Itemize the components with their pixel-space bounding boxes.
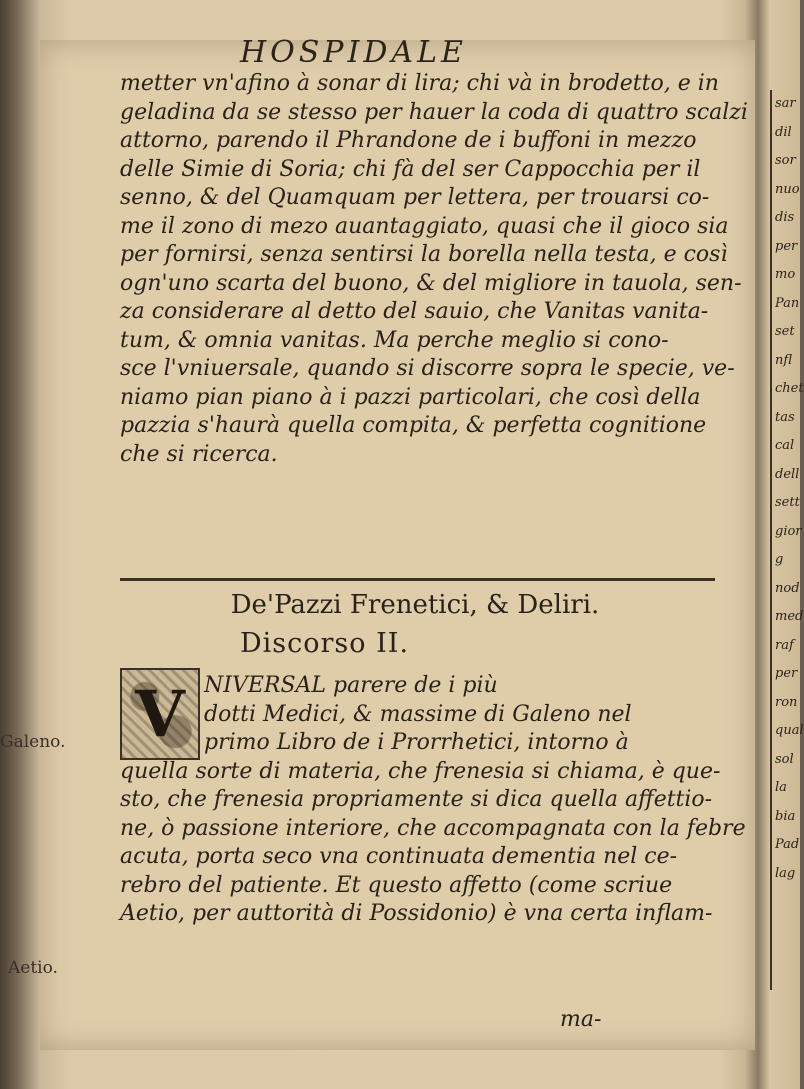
body-line: metter vn'afino à sonar di lira; chi và in brodetto, e in xyxy=(120,71,719,96)
edge-fragment: g xyxy=(775,552,784,567)
body-line: attorno, parendo il Phrandone de i buffoni in mezzo xyxy=(120,128,697,153)
body-line: ogn'uno scarta del buono, & del migliore in tauola, sen- xyxy=(120,270,742,296)
body-line: per fornirsi, senza sentirsi la borella nella testa, e così xyxy=(120,242,728,267)
edge-fragment: sor xyxy=(775,153,796,168)
edge-fragment: dis xyxy=(775,210,795,225)
chapter-line: rebro del patiente. Et questo affetto (come scriue xyxy=(120,872,673,898)
edge-fragment: per xyxy=(775,238,798,254)
edge-fragment: chet xyxy=(775,381,804,396)
edge-fragment: nfl xyxy=(775,352,793,368)
edge-fragment: qual xyxy=(775,723,804,738)
edge-fragment: cal xyxy=(775,438,795,453)
edge-fragment: dil xyxy=(775,124,792,140)
body-line: niamo pian piano à i pazzi particolari, che così della xyxy=(120,384,701,410)
discorso-heading: Discorso II. xyxy=(240,628,410,659)
body-text xyxy=(120,70,748,469)
section-rule xyxy=(120,578,715,581)
body-line: tum, & omnia vanitas. Ma perche meglio si cono- xyxy=(120,327,669,353)
edge-fragment: tas xyxy=(775,409,795,425)
edge-fragment: sar xyxy=(775,96,796,111)
body-line: che si ricerca. xyxy=(120,441,278,467)
section-title: De'Pazzi Frenetici, & Deliri. xyxy=(230,590,600,620)
edge-fragment: raf xyxy=(775,637,794,653)
edge-fragment: ron xyxy=(775,694,798,710)
edge-fragment: gior xyxy=(775,523,802,539)
body-line: senno, & del Quamquam per lettera, per trouarsi co- xyxy=(120,185,710,210)
edge-fragment: Pad xyxy=(775,837,800,852)
edge-fragment: la xyxy=(775,780,787,795)
chapter-line: dotti Medici, & massime di Galeno nel xyxy=(204,701,632,727)
body-line: me il zono di mezo auantaggiato, quasi che il gioco sia xyxy=(120,213,729,239)
edge-fragment: set xyxy=(775,324,795,339)
margin-note-galeno: Galeno. xyxy=(0,732,66,752)
chapter-line: sto, che frenesia propriamente si dica quella affettio- xyxy=(120,787,713,812)
chapter-line: NIVERSAL parere de i più xyxy=(204,673,498,698)
body-line: za considerare al detto del sauio, che Vanitas vanita- xyxy=(120,299,709,324)
body-line: geladina da se stesso per hauer la coda di quattro scalzi xyxy=(120,99,748,125)
edge-fragment: nod xyxy=(775,580,800,596)
edge-fragment: per xyxy=(775,666,798,681)
catchword: ma- xyxy=(560,1007,602,1032)
edge-fragment: Pan xyxy=(775,295,800,311)
margin-note-aetio: Aetio. xyxy=(8,958,58,978)
initial-letter: V xyxy=(135,676,185,752)
facing-page-edge xyxy=(770,90,804,990)
body-line: sce l'vniuersale, quando si discorre sopra le specie, ve- xyxy=(120,356,735,381)
chapter-text xyxy=(120,672,746,929)
edge-fragment: sett xyxy=(775,495,800,510)
edge-fragment: sol xyxy=(775,751,794,767)
chapter-line: quella sorte di materia, che frenesia si chiama, è que- xyxy=(120,758,721,784)
edge-fragment: nuo xyxy=(775,181,800,197)
edge-fragment: bia xyxy=(775,808,796,824)
chapter-line: ne, ò passione interiore, che accompagnata con la febre xyxy=(120,815,746,841)
running-header: HOSPIDALE xyxy=(240,35,467,70)
body-line: pazzia s'haurà quella compita, & perfetta cognitione xyxy=(120,413,707,438)
edge-fragment: lag xyxy=(775,865,796,881)
edge-fragment: dell xyxy=(775,466,800,482)
body-line: delle Simie di Soria; chi fà del ser Cappocchia per il xyxy=(120,156,701,182)
chapter-line: acuta, porta seco vna continuata dementia nel ce- xyxy=(120,844,678,869)
chapter-line: Aetio, per auttorità di Possidonio) è vna certa inflam- xyxy=(120,901,713,926)
chapter-line: primo Libro de i Prorrhetici, intorno à xyxy=(204,730,629,755)
edge-fragment: mo xyxy=(775,267,796,282)
edge-fragment: med xyxy=(775,609,804,624)
